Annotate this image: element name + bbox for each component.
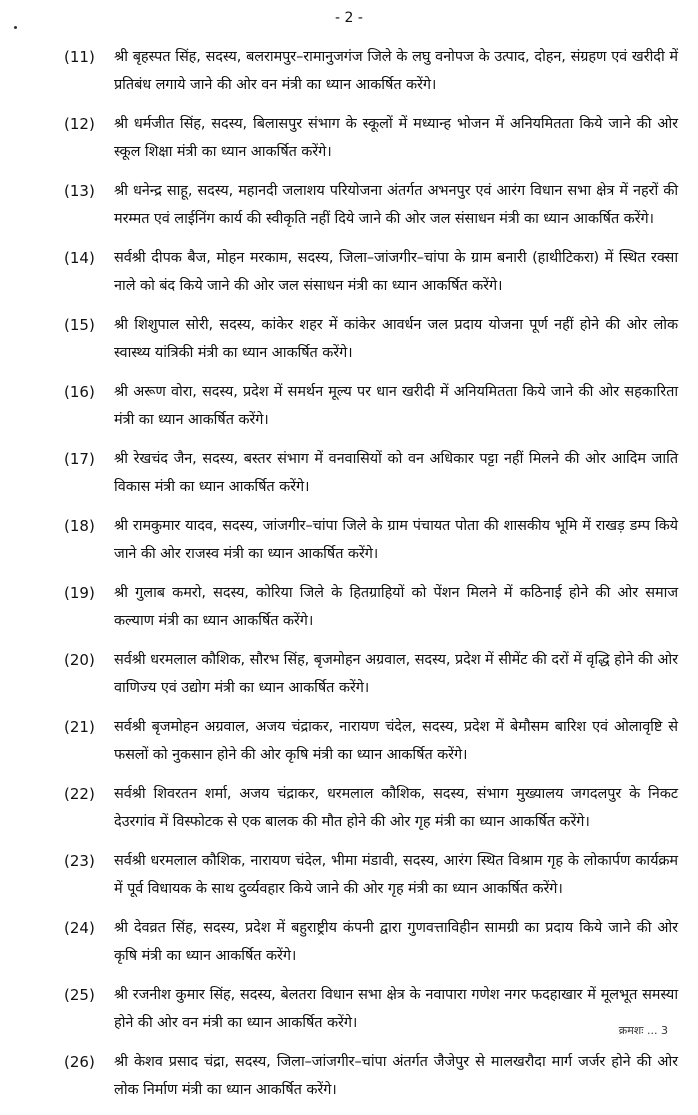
item-text: श्री रजनीश कुमार सिंह, सदस्य, बेलतरा विधान सभा क्षेत्र के नवापारा गणेश नगर फदहाखार में मूलभूत समस्या होने की ओर वन मंत्री का ध्यान आकर्षित करेंगे। bbox=[114, 987, 678, 1031]
item-number: (21) bbox=[64, 718, 95, 736]
item-text: श्री बृहस्पत सिंह, सदस्य, बलरामपुर–रामानुजगंज जिले के लघु वनोपज के उत्पाद, दोहन, संग्रहण एवं खरीदी में प्रतिबंध लगाये जाने की ओर वन मंत्री का ध्यान आकर्षित करेंगे। bbox=[114, 49, 678, 93]
list-item bbox=[0, 378, 698, 434]
item-number: (24) bbox=[64, 919, 95, 937]
item-number: (18) bbox=[64, 517, 95, 535]
item-number: (17) bbox=[64, 450, 95, 468]
list-item bbox=[0, 311, 698, 367]
item-text: सर्वश्री धरमलाल कौशिक, सौरभ सिंह, बृजमोहन अग्रवाल, सदस्य, प्रदेश में सीमेंट की दरों में वृद्धि होने की ओर वाणिज्य एवं उद्योग मंत्री का ध्यान आकर्षित करेंगे। bbox=[114, 652, 678, 696]
item-text: श्री गुलाब कमरो, सदस्य, कोरिया जिले के हितग्राहियों को पेंशन मिलने में कठिनाई होने की ओर समाज कल्याण मंत्री का ध्यान आकर्षित करेंगे। bbox=[114, 585, 678, 629]
list-item bbox=[0, 445, 698, 501]
item-text: श्री रामकुमार यादव, सदस्य, जांजगीर–चांपा जिले के ग्राम पंचायत पोता की शासकीय भूमि में राखड़ डम्प किये जाने की ओर राजस्व मंत्री का ध्यान आकर्षित करेंगे। bbox=[114, 518, 678, 562]
item-number: (12) bbox=[64, 115, 95, 133]
item-number: (26) bbox=[64, 1053, 95, 1071]
item-number: (11) bbox=[64, 48, 95, 66]
item-number: (23) bbox=[64, 852, 95, 870]
item-text: श्री केशव प्रसाद चंद्रा, सदस्य, जिला–जांजगीर–चांपा अंतर्गत जैजेपुर से मालखरौदा मार्ग जर्जर होने की ओर लोक निर्माण मंत्री का ध्यान आकर्षित करेंगे। bbox=[114, 1054, 678, 1098]
item-number: (22) bbox=[64, 785, 95, 803]
list-item bbox=[0, 847, 698, 903]
item-text: सर्वश्री धरमलाल कौशिक, नारायण चंदेल, भीमा मंडावी, सदस्य, आरंग स्थित विश्राम गृह के लोकार्पण कार्यक्रम में पूर्व विधायक के साथ दुर्व्यवहार किये जाने की ओर गृह मंत्री का ध्यान आकर्षित करेंगे। bbox=[114, 853, 678, 897]
list-item bbox=[0, 110, 698, 166]
list-item bbox=[0, 244, 698, 300]
item-number: (16) bbox=[64, 383, 95, 401]
item-text: श्री अरूण वोरा, सदस्य, प्रदेश में समर्थन मूल्य पर धान खरीदी में अनियमितता किये जाने की ओर सहकारिता मंत्री का ध्यान आकर्षित करेंगे। bbox=[114, 384, 678, 428]
item-number: (25) bbox=[64, 986, 95, 1004]
list-item bbox=[0, 579, 698, 635]
item-text: सर्वश्री दीपक बैज, मोहन मरकाम, सदस्य, जिला–जांजगीर–चांपा के ग्राम बनारी (हाथीटिकरा) में स्थित रक्सा नाले को बंद किये जाने की ओर जल संसाधन मंत्री का ध्यान आकर्षित करेंगे। bbox=[114, 250, 678, 294]
continuation-note: क्रमशः ... 3 bbox=[618, 1024, 668, 1037]
item-number: (20) bbox=[64, 651, 95, 669]
item-number: (15) bbox=[64, 316, 95, 334]
item-text: श्री शिशुपाल सोरी, सदस्य, कांकेर शहर में कांकेर आवर्धन जल प्रदाय योजना पूर्ण नहीं होने की ओर लोक स्वास्थ्य यांत्रिकी मंत्री का ध्यान आकर्षित करेंगे। bbox=[114, 317, 678, 361]
list-item bbox=[0, 177, 698, 233]
list-item bbox=[0, 512, 698, 568]
item-text: सर्वश्री शिवरतन शर्मा, अजय चंद्राकर, धरमलाल कौशिक, सदस्य, संभाग मुख्यालय जगदलपुर के निकट देउरगांव में विस्फोटक से एक बालक की मौत होने की ओर गृह मंत्री का ध्यान आकर्षित करेंगे। bbox=[114, 786, 678, 830]
list-item bbox=[0, 646, 698, 702]
item-text: श्री रेखचंद जैन, सदस्य, बस्तर संभाग में वनवासियों को वन अधिकार पट्टा नहीं मिलने की ओर आदिम जाति विकास मंत्री का ध्यान आकर्षित करेंगे। bbox=[114, 451, 678, 495]
notice-list bbox=[0, 43, 698, 1115]
item-number: (19) bbox=[64, 584, 95, 602]
list-item bbox=[0, 914, 698, 970]
item-number: (13) bbox=[64, 182, 95, 200]
item-text: श्री देवव्रत सिंह, सदस्य, प्रदेश में बहुराष्ट्रीय कंपनी द्वारा गुणवत्ताविहीन सामग्री का प्रदाय किये जाने की ओर कृषि मंत्री का ध्यान आकर्षित करेंगे। bbox=[114, 920, 678, 964]
item-text: श्री धनेन्द्र साहू, सदस्य, महानदी जलाशय परियोजना अंतर्गत अभनपुर एवं आरंग विधान सभा क्षेत्र में नहरों की मरम्मत एवं लाईनिंग कार्य की स्वीकृति नहीं दिये जाने की ओर जल संसाधन मंत्री का ध्यान आकर्षित करेंगे। bbox=[114, 183, 678, 227]
list-item bbox=[0, 713, 698, 769]
item-text: सर्वश्री बृजमोहन अग्रवाल, अजय चंद्राकर, नारायण चंदेल, सदस्य, प्रदेश में बेमौसम बारिश एवं ओलावृष्टि से फसलों को नुकसान होने की ओर कृषि मंत्री का ध्यान आकर्षित करेंगे। bbox=[114, 719, 678, 763]
list-item bbox=[0, 43, 698, 99]
list-item bbox=[0, 981, 698, 1037]
list-item bbox=[0, 1048, 698, 1104]
page-number: - 2 - bbox=[335, 10, 363, 26]
item-text: श्री धर्मजीत सिंह, सदस्य, बिलासपुर संभाग के स्कूलों में मध्यान्ह भोजन में अनियमितता किये जाने की ओर स्कूल शिक्षा मंत्री का ध्यान आकर्षित करेंगे। bbox=[114, 116, 678, 160]
scan-mark bbox=[14, 26, 17, 29]
item-number: (14) bbox=[64, 249, 95, 267]
list-item bbox=[0, 780, 698, 836]
